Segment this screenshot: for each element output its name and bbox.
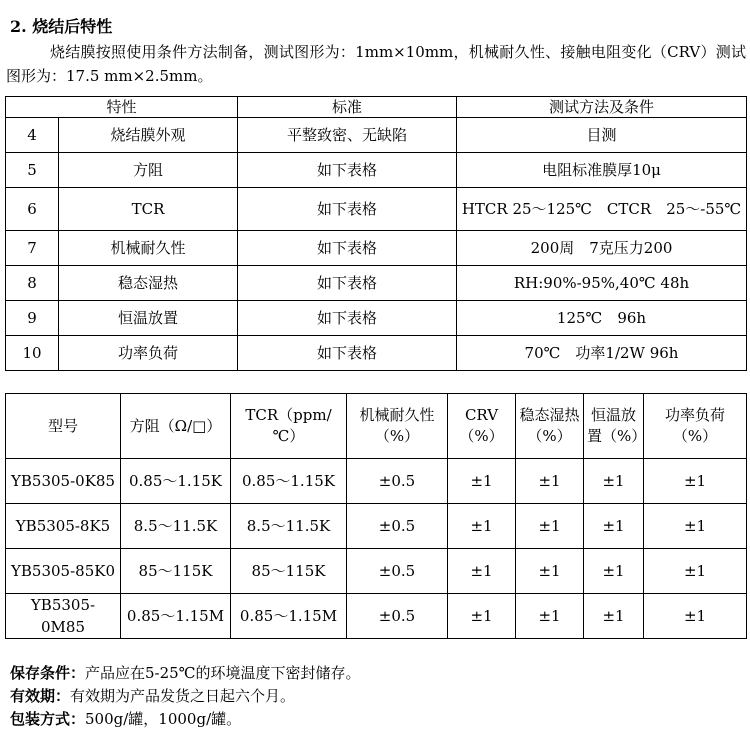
- row-item: 恒温放置: [59, 301, 238, 336]
- header-crv: CRV（%）: [448, 394, 516, 459]
- header-method: 测试方法及条件: [457, 97, 747, 118]
- cell-model: YB5305-85K0: [6, 549, 121, 594]
- cell-power: ±1: [644, 459, 747, 504]
- row-standard: 如下表格: [238, 266, 457, 301]
- storage-line: [10, 662, 740, 685]
- row-method: HTCR 25～125℃ CTCR 25～-55℃: [457, 188, 747, 231]
- row-standard: 平整致密、无缺陷: [238, 118, 457, 153]
- row-item: TCR: [59, 188, 238, 231]
- packing-line: [10, 708, 740, 731]
- cell-humid: ±1: [516, 459, 584, 504]
- header-mech: 机械耐久性（%）: [347, 394, 448, 459]
- table-row: [6, 231, 747, 266]
- row-number: 10: [6, 336, 59, 371]
- header-property: 特性: [6, 97, 238, 118]
- packing-label: 包装方式：: [10, 710, 86, 728]
- row-item: 方阻: [59, 153, 238, 188]
- table-row: [6, 301, 747, 336]
- table-row: [6, 336, 747, 371]
- cell-power: ±1: [644, 549, 747, 594]
- product-table: [5, 393, 747, 639]
- cell-power: ±1: [644, 504, 747, 549]
- row-method: 目测: [457, 118, 747, 153]
- cell-tcr: 0.85～1.15K: [231, 459, 347, 504]
- footer-notes: [10, 662, 740, 731]
- header-model: 型号: [6, 394, 121, 459]
- header-power: 功率负荷（%）: [644, 394, 747, 459]
- cell-mech: ±0.5: [347, 594, 448, 639]
- table-row: [6, 504, 747, 549]
- row-number: 9: [6, 301, 59, 336]
- row-standard: 如下表格: [238, 153, 457, 188]
- storage-text: 产品应在5-25℃的环境温度下密封储存。: [85, 664, 361, 682]
- row-method: 70℃ 功率1/2W 96h: [457, 336, 747, 371]
- cell-crv: ±1: [448, 504, 516, 549]
- cell-power: ±1: [644, 594, 747, 639]
- table-row: [6, 459, 747, 504]
- row-method: 125℃ 96h: [457, 301, 747, 336]
- cell-model: YB5305-0K85: [6, 459, 121, 504]
- row-item: 稳态湿热: [59, 266, 238, 301]
- product-table-header: [6, 394, 747, 459]
- packing-text: 500g/罐，1000g/罐。: [85, 710, 242, 728]
- row-number: 8: [6, 266, 59, 301]
- cell-crv: ±1: [448, 594, 516, 639]
- cell-crv: ±1: [448, 459, 516, 504]
- header-resistance: 方阻（Ω/□）: [121, 394, 231, 459]
- table-row: [6, 118, 747, 153]
- cell-resistance: 85～115K: [121, 549, 231, 594]
- row-standard: 如下表格: [238, 301, 457, 336]
- cell-humid: ±1: [516, 594, 584, 639]
- row-number: 5: [6, 153, 59, 188]
- header-humid: 稳态湿热（%）: [516, 394, 584, 459]
- row-number: 7: [6, 231, 59, 266]
- cell-humid: ±1: [516, 504, 584, 549]
- cell-mech: ±0.5: [347, 504, 448, 549]
- row-standard: 如下表格: [238, 231, 457, 266]
- cell-tcr: 0.85～1.15M: [231, 594, 347, 639]
- cell-model: YB5305-0M85: [6, 594, 121, 639]
- cell-temp: ±1: [584, 504, 644, 549]
- storage-label: 保存条件：: [10, 664, 86, 682]
- cell-tcr: 8.5～11.5K: [231, 504, 347, 549]
- cell-humid: ±1: [516, 549, 584, 594]
- row-item: 功率负荷: [59, 336, 238, 371]
- row-method: 电阻标准膜厚10μ: [457, 153, 747, 188]
- row-item: 烧结膜外观: [59, 118, 238, 153]
- header-tcr: TCR（ppm/℃）: [231, 394, 347, 459]
- validity-text: 有效期为产品发货之日起六个月。: [70, 687, 296, 705]
- validity-line: [10, 685, 740, 708]
- section-title: 2. 烧结后特性: [10, 17, 113, 36]
- intro-paragraph: 烧结膜按照使用条件方法制备，测试图形为：1mm×10mm，机械耐久性、接触电阻变化（CRV）测试图形为：17.5 mm×2.5mm。: [6, 43, 746, 85]
- validity-label: 有效期：: [10, 687, 71, 705]
- header-standard: 标准: [238, 97, 457, 118]
- cell-model: YB5305-8K5: [6, 504, 121, 549]
- row-method: RH:90%-95%,40℃ 48h: [457, 266, 747, 301]
- cell-resistance: 8.5～11.5K: [121, 504, 231, 549]
- table-row: [6, 153, 747, 188]
- cell-mech: ±0.5: [347, 549, 448, 594]
- table-row: [6, 549, 747, 594]
- cell-temp: ±1: [584, 594, 644, 639]
- cell-tcr: 85～115K: [231, 549, 347, 594]
- table-row: [6, 188, 747, 231]
- cell-crv: ±1: [448, 549, 516, 594]
- cell-resistance: 0.85～1.15M: [121, 594, 231, 639]
- spec-table-header: [6, 97, 747, 118]
- row-standard: 如下表格: [238, 336, 457, 371]
- cell-mech: ±0.5: [347, 459, 448, 504]
- table-row: [6, 594, 747, 639]
- cell-resistance: 0.85～1.15K: [121, 459, 231, 504]
- spec-table: [5, 96, 747, 371]
- cell-temp: ±1: [584, 459, 644, 504]
- row-item: 机械耐久性: [59, 231, 238, 266]
- table-row: [6, 266, 747, 301]
- header-temp: 恒温放置（%）: [584, 394, 644, 459]
- row-standard: 如下表格: [238, 188, 457, 231]
- row-number: 6: [6, 188, 59, 231]
- cell-temp: ±1: [584, 549, 644, 594]
- row-number: 4: [6, 118, 59, 153]
- row-method: 200周 7克压力200: [457, 231, 747, 266]
